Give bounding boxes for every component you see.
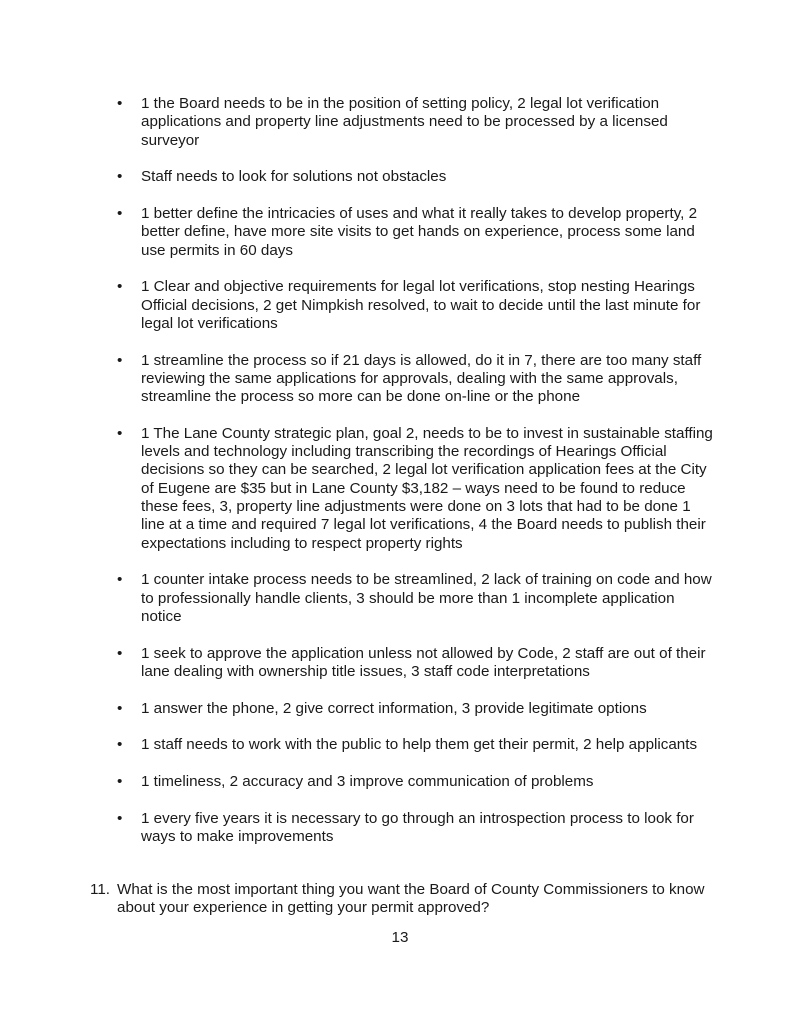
bullet-marker: •	[117, 278, 123, 296]
list-item-text: 1 seek to approve the application unless not allowed by Code, 2 staff are out of their lane dealing with ownership title issues, 3 staff code interpretations	[141, 644, 706, 680]
list-item	[117, 810, 717, 847]
bullet-marker: •	[117, 95, 123, 112]
list-item-text: 1 Clear and objective requirements for legal lot verifications, stop nesting Hearings Official decisions, 2 get Nimpkish resolved, to wait to decide until the last minute for legal lot verifications	[141, 278, 701, 332]
bullet-marker: •	[117, 204, 123, 222]
list-item	[117, 571, 717, 626]
list-item	[117, 168, 717, 186]
list-item	[117, 205, 717, 260]
bullet-marker: •	[117, 699, 123, 717]
list-item-text: 1 streamline the process so if 21 days is allowed, do it in 7, there are too many staff reviewing the same applications for approvals, dealing with the same approvals, streamline the process so more can be done on-line or the phone	[141, 351, 702, 406]
list-item	[117, 645, 717, 682]
list-item-text: 1 answer the phone, 2 give correct information, 3 provide legitimate options	[141, 699, 647, 717]
list-item	[117, 278, 717, 333]
list-item	[117, 773, 717, 791]
list-item-text: 1 better define the intricacies of uses and what it really takes to develop property, 2 better define, have more site visits to get hands on experience, process some land use permits in 60 days	[141, 204, 698, 259]
list-item-text: 1 the Board needs to be in the position of setting policy, 2 legal lot verification applications and property line adjustments need to be processed by a licensed surveyor	[141, 95, 668, 149]
bullet-marker: •	[117, 809, 123, 827]
bullet-marker: •	[117, 571, 123, 589]
numbered-question	[90, 881, 710, 918]
list-item-text: 1 The Lane County strategic plan, goal 2, needs to be to invest in sustainable staffing levels and technology including transcribing the recordings of Hearings Official decisions so they can be searched, 2 legal lot verification application fees at the City of Eugene are $35 but in Lane County $3,182 – ways need to be found to reduce these fees, 3, property line adjustments were done on 3 lots that had to be done 1 line at a time and required 7 legal lot verifications, 4 the Board needs to publish their expectations including to respect property rights	[141, 424, 713, 552]
bullet-marker: •	[117, 424, 123, 442]
bullet-marker: •	[117, 736, 123, 754]
bullet-list	[117, 95, 717, 865]
list-item	[117, 425, 717, 553]
bullet-marker: •	[117, 772, 123, 790]
bullet-marker: •	[117, 644, 123, 662]
question-number: 11.	[90, 881, 110, 898]
list-item-text: 1 counter intake process needs to be streamlined, 2 lack of training on code and how to professionally handle clients, 3 should be more than 1 incomplete application notice	[141, 571, 712, 625]
question-text: What is the most important thing you want the Board of County Commissioners to know about your experience in getting your permit approved?	[117, 881, 705, 917]
bullet-marker: •	[117, 168, 123, 186]
page-number: 13	[391, 929, 409, 946]
list-item	[117, 352, 717, 407]
bullet-marker: •	[117, 351, 123, 369]
list-item	[117, 736, 717, 754]
list-item	[117, 95, 717, 150]
list-item	[117, 700, 717, 718]
list-item-text: 1 every five years it is necessary to go through an introspection process to look for ways to make improvements	[141, 809, 694, 845]
list-item-text: Staff needs to look for solutions not obstacles	[141, 168, 447, 186]
list-item-text: 1 timeliness, 2 accuracy and 3 improve communication of problems	[141, 772, 594, 790]
list-item-text: 1 staff needs to work with the public to help them get their permit, 2 help applicants	[141, 736, 698, 754]
